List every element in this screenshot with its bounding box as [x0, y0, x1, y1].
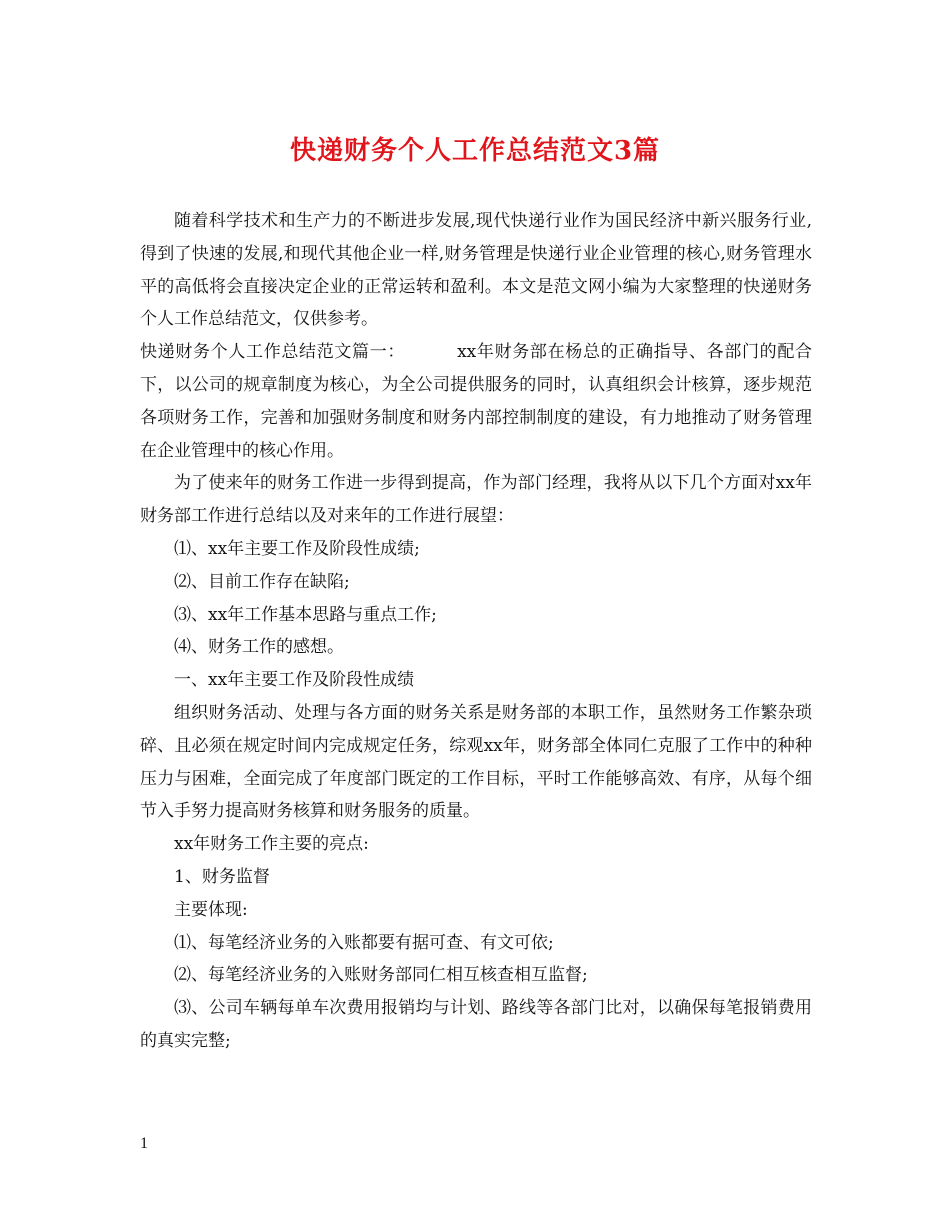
review-paragraph: 为了使来年的财务工作进一步得到提高，作为部门经理，我将从以下几个方面对xx年财务部工作进行总结以及对来年的工作进行展望： [140, 473, 812, 527]
section-heading: 一、xx年主要工作及阶段性成绩 [174, 670, 415, 691]
outline-item: ⑴、xx年主要工作及阶段性成绩; [174, 538, 420, 559]
document-body [140, 205, 812, 1058]
point-item: ⑵、每笔经济业务的入账财务部同仁相互核查相互监督; [174, 965, 588, 986]
work-paragraph: 组织财务活动、处理与各方面的财务关系是财务部的本职工作，虽然财务工作繁杂琐碎、且必须在规定时间内完成规定任务，综观xx年，财务部全体同仁克服了工作中的种种压力与困难，全面完成了年度部门既定的工作目标，平时工作能够高效、有序，从每个细节入手努力提高财务核算和财务服务的质量。 [140, 702, 812, 822]
outline-item: ⑵、目前工作存在缺陷; [174, 571, 350, 592]
outline-item: ⑷、财务工作的感想。 [174, 637, 344, 658]
highlights-label: xx年财务工作主要的亮点: [174, 834, 369, 855]
item-heading: 1、财务监督 [174, 866, 270, 887]
intro-paragraph: 随着科学技术和生产力的不断进步发展,现代快递行业作为国民经济中新兴服务行业,得到了快速的发展,和现代其他企业一样,财务管理是快递行业企业管理的核心,财务管理水平的高低将会直接决定企业的正常运转和盈利。本文是范文网小编为大家整理的快递财务个人工作总结范文，仅供参考。 [140, 211, 812, 330]
document-title: 快递财务个人工作总结范文3篇 [289, 136, 661, 166]
main-points-label: 主要体现: [174, 899, 248, 920]
outline-item: ⑶、xx年工作基本思路与重点工作; [174, 604, 437, 625]
point-item: ⑴、每笔经济业务的入账都要有据可查、有文可依; [174, 932, 554, 953]
section-one-text: xx年财务部在杨总的正确指导、各部门的配合下，以公司的规章制度为核心，为全公司提供服务的同时，认真组织会计核算，逐步规范各项财务工作，完善和加强财务制度和财务内部控制制度的建设，有力地推动了财务管理在企业管理中的核心作用。 [140, 342, 813, 461]
section-one-label: 快递财务个人工作总结范文篇一： [140, 342, 406, 363]
section-one-paragraph [140, 336, 812, 467]
point-item: ⑶、公司车辆每单车次费用报销均与计划、路线等各部门比对，以确保每笔报销费用的真实完整; [140, 998, 812, 1051]
page-number: 1 [140, 1135, 148, 1152]
